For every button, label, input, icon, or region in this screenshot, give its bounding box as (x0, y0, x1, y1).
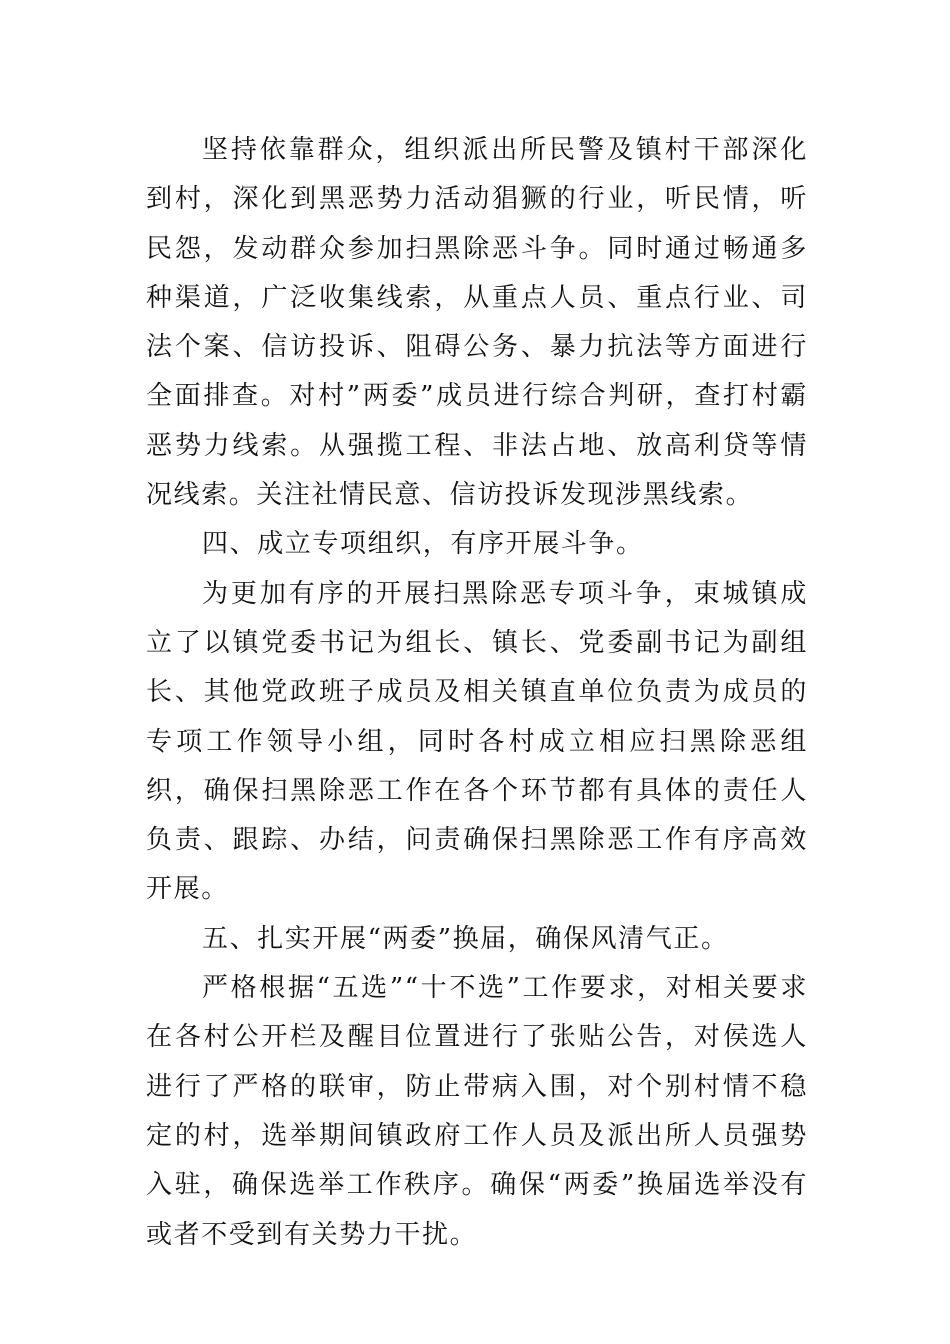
paragraph-special-organization: 为更加有序的开展扫黑除恶专项斗争，束城镇成立了以镇党委书记为组长、镇长、党委副书记为副组长、其他党政班子成员及相关镇直单位负责为成员的专项工作领导小组，同时各村成立相应扫黑除恶组织，确保扫黑除恶工作在各个环节都有具体的责任人负责、跟踪、办结，问责确保扫黑除恶工作有序高效开展。 (146, 578, 808, 905)
paragraph-election: 严格根据“五选”“十不选”工作要求，对相关要求在各村公开栏及醒目位置进行了张贴公告，对侯选人进行了严格的联审，防止带病入围，对个别村情不稳定的村，选举期间镇政府工作人员及派出所人员强势入驻，确保选举工作秩序。确保“两委”换届选举没有或者不受到有关势力干扰。 (146, 973, 808, 1250)
paragraph-public-reliance: 坚持依靠群众，组织派出所民警及镇村干部深化到村，深化到黑恶势力活动猖獗的行业，听民情，听民怨，发动群众参加扫黑除恶斗争。同时通过畅通多种渠道，广泛收集线索，从重点人员、重点行业、司法个案、信访投诉、阻碍公务、暴力抗法等方面进行全面排查。对村”两委”成员进行综合判研，查打村霸恶势力线索。从强揽工程、非法占地、放高利贷等情况线索。关注社情民意、信访投诉发现涉黑线索。 (146, 135, 808, 511)
section-heading-four: 四、成立专项组织，有序开展斗争。 (202, 529, 644, 560)
section-heading-five: 五、扎实开展“两委”换届，确保风清气正。 (202, 923, 729, 954)
document-body (146, 126, 808, 1260)
